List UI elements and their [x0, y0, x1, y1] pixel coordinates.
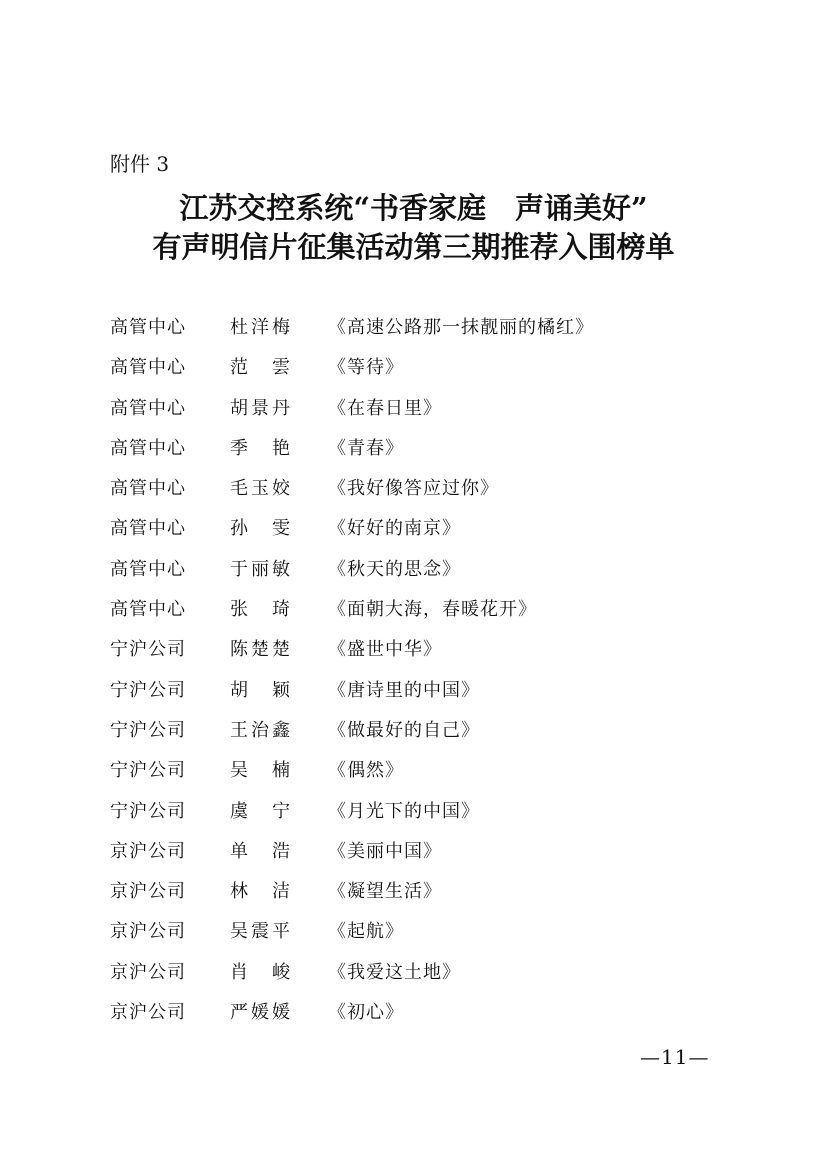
- unit-name: 宁沪公司: [110, 719, 186, 741]
- list-item: [110, 550, 730, 590]
- person-name: [230, 630, 290, 670]
- unit-name: 高管中心: [110, 357, 186, 379]
- work-title: 《我好像答应过你》: [328, 478, 499, 500]
- unit-name: 京沪公司: [110, 1002, 186, 1024]
- person-name: [230, 872, 290, 912]
- person-name-char: 雲: [272, 357, 290, 379]
- unit-name: 宁沪公司: [110, 679, 186, 701]
- person-name-char: 丹: [272, 397, 290, 419]
- unit-name: 京沪公司: [110, 881, 186, 903]
- person-name-char: 媛: [272, 1002, 290, 1024]
- unit-name: 高管中心: [110, 478, 186, 500]
- person-name-char: 平: [272, 921, 290, 943]
- list-item: [110, 429, 730, 469]
- list-item: [110, 630, 730, 670]
- person-name-char: 胡: [230, 679, 248, 701]
- unit-name: 京沪公司: [110, 961, 186, 983]
- person-name-char: 张: [230, 599, 248, 621]
- person-name-char: 震: [251, 921, 269, 943]
- person-name-char: 于: [230, 558, 248, 580]
- person-name-char: 姣: [272, 478, 290, 500]
- work-title: 《等待》: [328, 357, 404, 379]
- list-item: [110, 872, 730, 912]
- person-name-char: 媛: [251, 1002, 269, 1024]
- work-title: 《高速公路那一抹靓丽的橘红》: [328, 317, 594, 338]
- work-title: 《好好的南京》: [328, 518, 461, 540]
- work-title: 《唐诗里的中国》: [328, 679, 480, 701]
- person-name: [230, 509, 290, 549]
- list-item: [110, 711, 730, 751]
- person-name-char: 范: [230, 357, 248, 379]
- person-name: [230, 590, 290, 630]
- unit-name: 高管中心: [110, 558, 186, 580]
- person-name-char: 洋: [251, 317, 269, 338]
- person-name-char: 宁: [272, 800, 290, 822]
- list-item: [110, 751, 730, 791]
- person-name-char: 林: [230, 881, 248, 903]
- list-item: [110, 953, 730, 993]
- list-item: [110, 389, 730, 429]
- list-item: [110, 308, 730, 348]
- unit-name: 宁沪公司: [110, 800, 186, 822]
- person-name: [230, 308, 290, 348]
- unit-name: 宁沪公司: [110, 639, 186, 661]
- unit-name: 高管中心: [110, 397, 186, 419]
- nominee-list: [110, 308, 730, 1033]
- person-name-char: 景: [251, 397, 269, 419]
- list-item: [110, 912, 730, 952]
- person-name: [230, 429, 290, 469]
- person-name: [230, 792, 290, 832]
- unit-name: 高管中心: [110, 317, 186, 338]
- person-name-char: 毛: [230, 478, 248, 500]
- document-title-line-2: 有声明信片征集活动第三期推荐入围榜单: [152, 230, 675, 264]
- person-name-char: 吴: [230, 921, 248, 943]
- person-name-char: 杜: [230, 317, 248, 338]
- person-name-char: 峻: [272, 961, 290, 983]
- work-title: 《我爱这土地》: [328, 961, 461, 983]
- person-name: [230, 550, 290, 590]
- unit-name: 高管中心: [110, 437, 186, 459]
- work-title: 《青春》: [328, 437, 404, 459]
- person-name-char: 吴: [230, 760, 248, 782]
- work-title: 《做最好的自己》: [328, 719, 480, 741]
- list-item: [110, 509, 730, 549]
- unit-name: 高管中心: [110, 599, 186, 621]
- person-name: [230, 953, 290, 993]
- list-item: [110, 469, 730, 509]
- person-name-char: 鑫: [272, 719, 290, 741]
- list-item: [110, 792, 730, 832]
- person-name: [230, 711, 290, 751]
- person-name-char: 玉: [251, 478, 269, 500]
- work-title: 《盛世中华》: [328, 639, 442, 661]
- person-name-char: 严: [230, 1002, 248, 1024]
- unit-name: 宁沪公司: [110, 760, 186, 782]
- person-name: [230, 671, 290, 711]
- work-title: 《凝望生活》: [328, 881, 442, 903]
- person-name-char: 孙: [230, 518, 248, 540]
- work-title: 《面朝大海，春暖花开》: [328, 599, 537, 621]
- person-name: [230, 832, 290, 872]
- person-name: [230, 993, 290, 1033]
- page-number: —11—: [640, 1045, 710, 1069]
- work-title: 《起航》: [328, 921, 404, 943]
- person-name-char: 单: [230, 840, 248, 862]
- person-name: [230, 912, 290, 952]
- person-name: [230, 469, 290, 509]
- person-name-char: 浩: [272, 840, 290, 862]
- work-title: 《偶然》: [328, 760, 404, 782]
- work-title: 《月光下的中国》: [328, 800, 480, 822]
- work-title: 《秋天的思念》: [328, 558, 461, 580]
- attachment-label: 附件 3: [110, 152, 170, 176]
- person-name-char: 治: [251, 719, 269, 741]
- unit-name: 高管中心: [110, 518, 186, 540]
- document-title-line-1: 江苏交控系统“书香家庭 声诵美好”: [179, 191, 648, 225]
- list-item: [110, 832, 730, 872]
- person-name-char: 颖: [272, 679, 290, 701]
- person-name-char: 胡: [230, 397, 248, 419]
- person-name-char: 雯: [272, 518, 290, 540]
- unit-name: 京沪公司: [110, 921, 186, 943]
- list-item: [110, 671, 730, 711]
- work-title: 《在春日里》: [328, 397, 442, 419]
- person-name-char: 洁: [272, 881, 290, 903]
- person-name: [230, 751, 290, 791]
- unit-name: 京沪公司: [110, 840, 186, 862]
- person-name-char: 丽: [251, 558, 269, 580]
- person-name-char: 敏: [272, 558, 290, 580]
- person-name-char: 季: [230, 437, 248, 459]
- person-name-char: 王: [230, 719, 248, 741]
- list-item: [110, 348, 730, 388]
- work-title: 《初心》: [328, 1002, 404, 1024]
- list-item: [110, 590, 730, 630]
- person-name-char: 楚: [272, 639, 290, 661]
- person-name-char: 肖: [230, 961, 248, 983]
- person-name-char: 琦: [272, 599, 290, 621]
- person-name-char: 陈: [230, 639, 248, 661]
- person-name-char: 梅: [272, 317, 290, 338]
- person-name-char: 艳: [272, 437, 290, 459]
- person-name: [230, 389, 290, 429]
- person-name-char: 楠: [272, 760, 290, 782]
- list-item: [110, 993, 730, 1033]
- person-name: [230, 348, 290, 388]
- person-name-char: 虞: [230, 800, 248, 822]
- person-name-char: 楚: [251, 639, 269, 661]
- work-title: 《美丽中国》: [328, 840, 442, 862]
